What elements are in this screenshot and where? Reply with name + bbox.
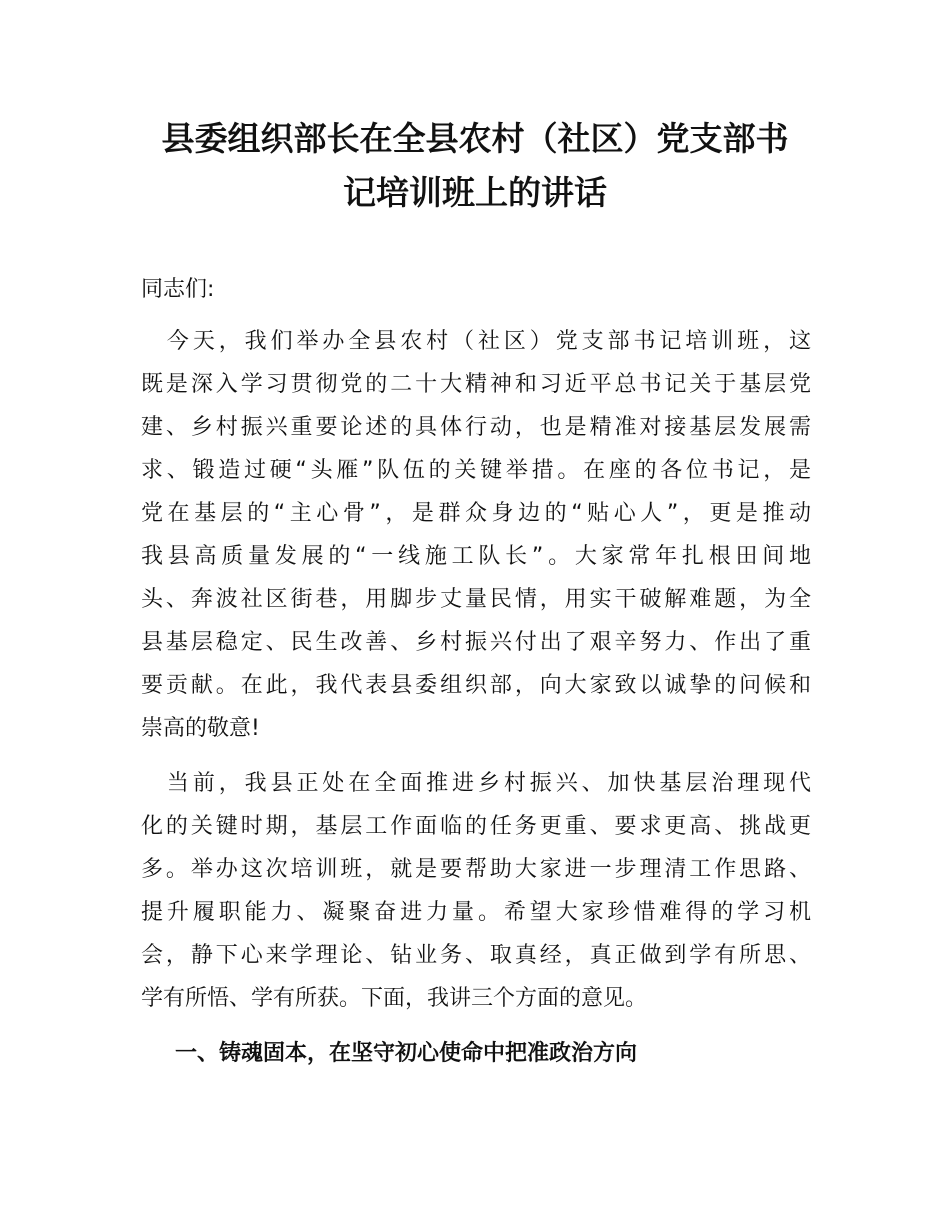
paragraph-line: 当前，我县正处在全面推进乡村振兴、加快基层治理现代 — [141, 771, 811, 796]
paragraph-line: 会，静下心来学理论、钻业务、取真经，真正做到学有所思、 — [141, 943, 811, 968]
document-title — [140, 112, 810, 220]
paragraph-line: 既是深入学习贯彻党的二十大精神和习近平总书记关于基层党 — [141, 372, 811, 397]
paragraph-line: 要贡献。在此，我代表县委组织部，向大家致以诚挚的问候和 — [141, 673, 811, 698]
title-line: 记培训班上的讲话 — [343, 173, 607, 212]
paragraph-line: 学有所悟、学有所获。下面，我讲三个方面的意见。 — [141, 986, 648, 1011]
paragraph-line: 崇高的敬意! — [141, 716, 260, 741]
paragraph-line: 党在基层的“主心骨”，是群众身边的“贴心人”，更是推动 — [141, 501, 811, 526]
paragraph-line: 县基层稳定、民生改善、乡村振兴付出了艰辛努力、作出了重 — [141, 630, 811, 655]
paragraph-line: 求、锻造过硬“头雁”队伍的关键举措。在座的各位书记，是 — [141, 458, 811, 483]
paragraph-line: 今天，我们举办全县农村（社区）党支部书记培训班，这 — [141, 329, 811, 354]
salutation — [141, 268, 811, 311]
paragraph-line: 提升履职能力、凝聚奋进力量。希望大家珍惜难得的学习机 — [141, 900, 811, 925]
section-heading: 一、铸魂固本，在坚守初心使命中把准政治方向 — [175, 1041, 638, 1066]
paragraph-line: 我县高质量发展的“一线施工队长”。大家常年扎根田间地 — [141, 544, 811, 569]
paragraph-opening — [141, 320, 811, 750]
title-line: 县委组织部长在全县农村（社区）党支部书 — [161, 119, 789, 158]
paragraph-line: 多。举办这次培训班，就是要帮助大家进一步理清工作思路、 — [141, 857, 811, 882]
salutation-text: 同志们: — [141, 277, 215, 302]
paragraph-context — [141, 762, 811, 1020]
paragraph-line: 头、奔波社区街巷，用脚步丈量民情，用实干破解难题，为全 — [141, 587, 811, 612]
paragraph-line: 建、乡村振兴重要论述的具体行动，也是精准对接基层发展需 — [141, 415, 811, 440]
paragraph-line: 化的关键时期，基层工作面临的任务更重、要求更高、挑战更 — [141, 814, 811, 839]
